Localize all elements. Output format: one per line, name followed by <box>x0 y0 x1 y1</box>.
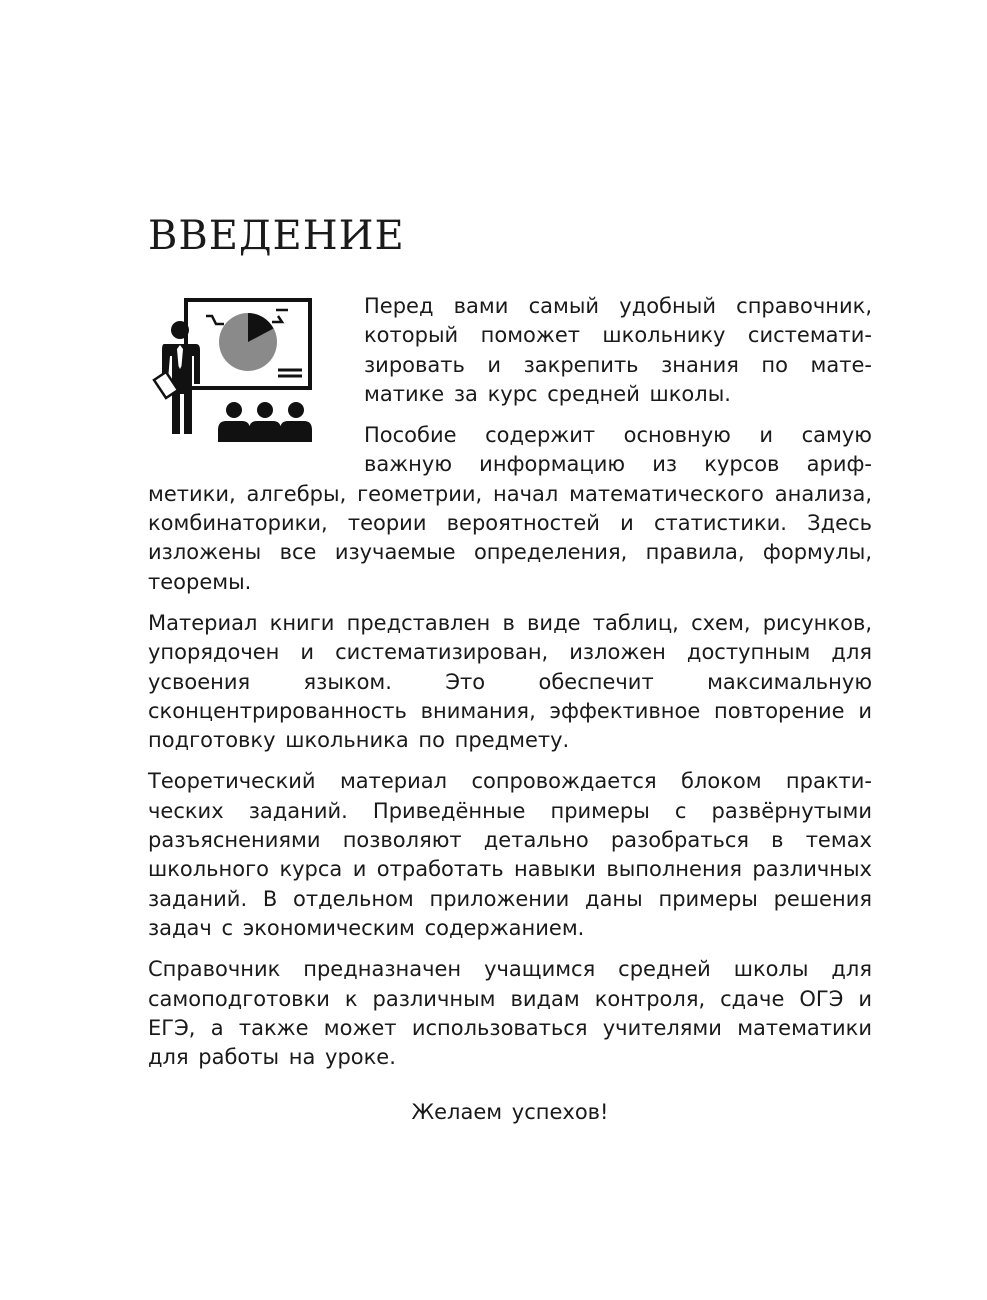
intro-text <box>148 292 872 1084</box>
teacher-presentation-icon <box>150 296 322 446</box>
page-title: ВВЕДЕНИЕ <box>148 213 405 259</box>
paragraph-5: Справочник предназначен учащимся средней школы для самоподготовки к различным видам контроля, сдаче ОГЭ и ЕГЭ, а также может использоваться учителями математики для работы на уроке. <box>148 957 872 1070</box>
paragraph-3: Материал книги представлен в виде таблиц, схем, рисунков, упорядочен и систематизирован, изложен доступным для усвоения языком. Это обеспечит максимальную сконцентрированность внимания, эффективное повторение и подготовку школьника по предмету. <box>148 610 872 753</box>
paragraph-2: Пособие содержит основную и самую важную информацию из курсов арифметики, алгебры, геометрии, начал математического анализа, комбинаторики, теории вероятностей и статистики. Здесь изложены все изучаемые определения, правила, формулы, теоремы. <box>148 423 872 594</box>
closing-wish: Желаем успехов! <box>411 1100 609 1124</box>
paragraph-4: Теоретический материал сопровождается блоком практических заданий. Приведённые примеры с развёрнутыми разъяснениями позволяют детально разобраться в темах школьного курса и отработать навыки выполнения различных заданий. В отдельном приложении даны примеры решения задач с экономическим содержанием. <box>148 769 872 940</box>
paragraph-1: Перед вами самый удобный справочник, который поможет школьнику систематизировать и закрепить знания по математике за курс средней школы. <box>364 294 872 406</box>
